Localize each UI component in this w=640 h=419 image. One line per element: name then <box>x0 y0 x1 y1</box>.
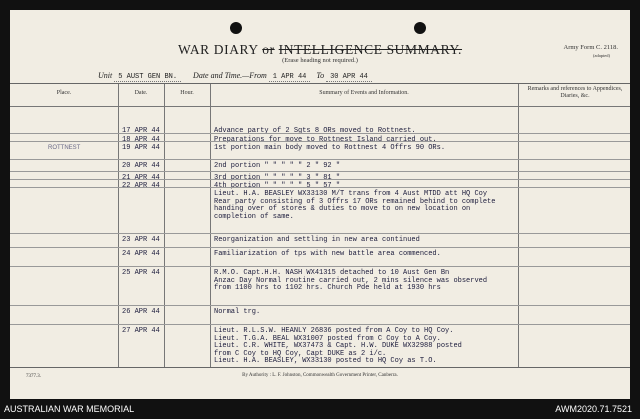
col-summary: Summary of Events and Information. <box>319 90 409 96</box>
entry-text: completion of same. <box>214 212 294 221</box>
entry-date: 23 APR 44 <box>122 236 160 244</box>
row-divider <box>10 133 630 134</box>
authority-line: By Authority : L. F. Johnston, Commonwealth Government Printer, Canberra. <box>242 373 398 378</box>
entry-text: Reorganization and settling in new area continued <box>214 236 420 244</box>
entry-text: 2nd portion " " " " " 2 " 92 " <box>214 162 341 170</box>
army-form-number: Army Form C. 2118. <box>563 44 618 51</box>
row-divider <box>10 266 630 267</box>
col-remarks: Remarks and references to Appendices, Diaries, &c. <box>527 86 623 99</box>
place-note: ROTTNEST <box>48 145 81 151</box>
entry-text: Lieut. R.L.S.W. HEANLY 26836 posted from A Coy to HQ Coy. <box>214 327 454 335</box>
entry-text: handing over of stores & duties to move to on new location on <box>214 205 471 214</box>
entry-text: Normal trg. <box>214 308 261 316</box>
entry-text: R.M.O. Capt.H.H. NASH WX41315 detached to 10 Aust Gen Bn <box>214 269 450 277</box>
unit-value: 5 AUST GEN BN. <box>114 73 181 82</box>
entry-text: from 1100 hrs to 1102 hrs. Church Pde held at 1930 hrs <box>214 284 441 293</box>
entry-text: 1st portion main body moved to Rottnest 4 Offrs 90 ORs. <box>214 144 446 152</box>
entry-date: 27 APR 44 <box>122 327 160 335</box>
diary-table <box>10 83 630 368</box>
title-struck: INTELLIGENCE SUMMARY. <box>278 42 463 57</box>
date-to: 30 APR 44 <box>326 73 372 82</box>
entry-date: 26 APR 44 <box>122 308 160 316</box>
entry-date: 18 APR 44 <box>122 136 160 144</box>
date-from: 1 APR 44 <box>269 73 311 82</box>
row-divider <box>10 171 630 172</box>
entry-text: Advance party of 2 Sgts 8 ORs moved to Rottnest. <box>214 127 416 135</box>
col-place: Place. <box>56 90 72 96</box>
row-divider <box>10 247 630 248</box>
table-header <box>10 84 630 107</box>
date-label: Date and Time.—From <box>193 71 267 80</box>
entry-date: 25 APR 44 <box>122 269 160 277</box>
row-divider <box>10 141 630 142</box>
entry-text: Anzac Day Normal routine carried out, 2 mins silence was observed <box>214 276 488 285</box>
unit-label: Unit <box>98 71 113 80</box>
punch-hole <box>230 22 242 34</box>
to-label: To <box>316 71 325 80</box>
form-title <box>10 42 630 58</box>
entry-text: Preparations for move to Rottnest Island carried out. <box>214 136 437 144</box>
row-divider <box>10 324 630 325</box>
army-form-note: (adapted) <box>593 53 610 58</box>
row-divider <box>10 187 630 188</box>
col-date: Date. <box>134 90 148 96</box>
entry-date: 24 APR 44 <box>122 250 160 258</box>
entry-text: Lieut. T.G.A. BEAL WX31007 posted from C Coy to A Coy. <box>214 334 441 343</box>
col-hour: Hour. <box>180 90 194 96</box>
row-divider <box>10 159 630 160</box>
entry-text: Familiarization of tps with new battle area commenced. <box>214 250 441 258</box>
punch-hole <box>414 22 426 34</box>
entry-text: Lieut. H.A. BEASLEY WX33130 M/T trans from 4 Aust MTDD att HQ Coy <box>214 190 488 198</box>
entry-text: 4th portion " " " " " 5 " 57 " <box>214 182 341 190</box>
row-divider <box>10 233 630 234</box>
title-main: WAR DIARY <box>177 42 259 57</box>
title-or: or <box>262 42 275 57</box>
army-form-label <box>564 44 618 60</box>
entry-date: 21 APR 44 <box>122 174 160 182</box>
entry-text: 3rd portion " " " " " 3 " 81 " <box>214 174 341 182</box>
caption-left: AUSTRALIAN WAR MEMORIAL <box>4 404 135 414</box>
entry-date: 22 APR 44 <box>122 182 160 190</box>
entry-date: 17 APR 44 <box>122 127 160 135</box>
row-divider <box>10 179 630 180</box>
entry-text: Rear party consisting of 3 Offrs 17 ORs remained behind to complete <box>214 197 496 206</box>
unit-row <box>98 71 372 82</box>
entry-date: 19 APR 44 <box>122 144 160 152</box>
caption-right: AWM2020.71.7521 <box>555 404 632 414</box>
entry-date: 20 APR 44 <box>122 162 160 170</box>
entry-text: Lieut. C.R. WHITE, WX37473 & Capt. H.W. DUKE WX32988 posted <box>214 342 462 351</box>
entry-text: Lieut. H.A. BEASLEY, WX33130 posted to HQ Coy as T.O. <box>214 357 437 366</box>
print-code: 7377.3. <box>26 374 41 379</box>
entry-text: from C Coy to HQ Coy, Capt DUKE as 2 i/c. <box>214 349 387 358</box>
form-subtitle: (Erase heading not required.) <box>282 57 358 64</box>
row-divider <box>10 305 630 306</box>
diary-sheet <box>10 10 630 399</box>
